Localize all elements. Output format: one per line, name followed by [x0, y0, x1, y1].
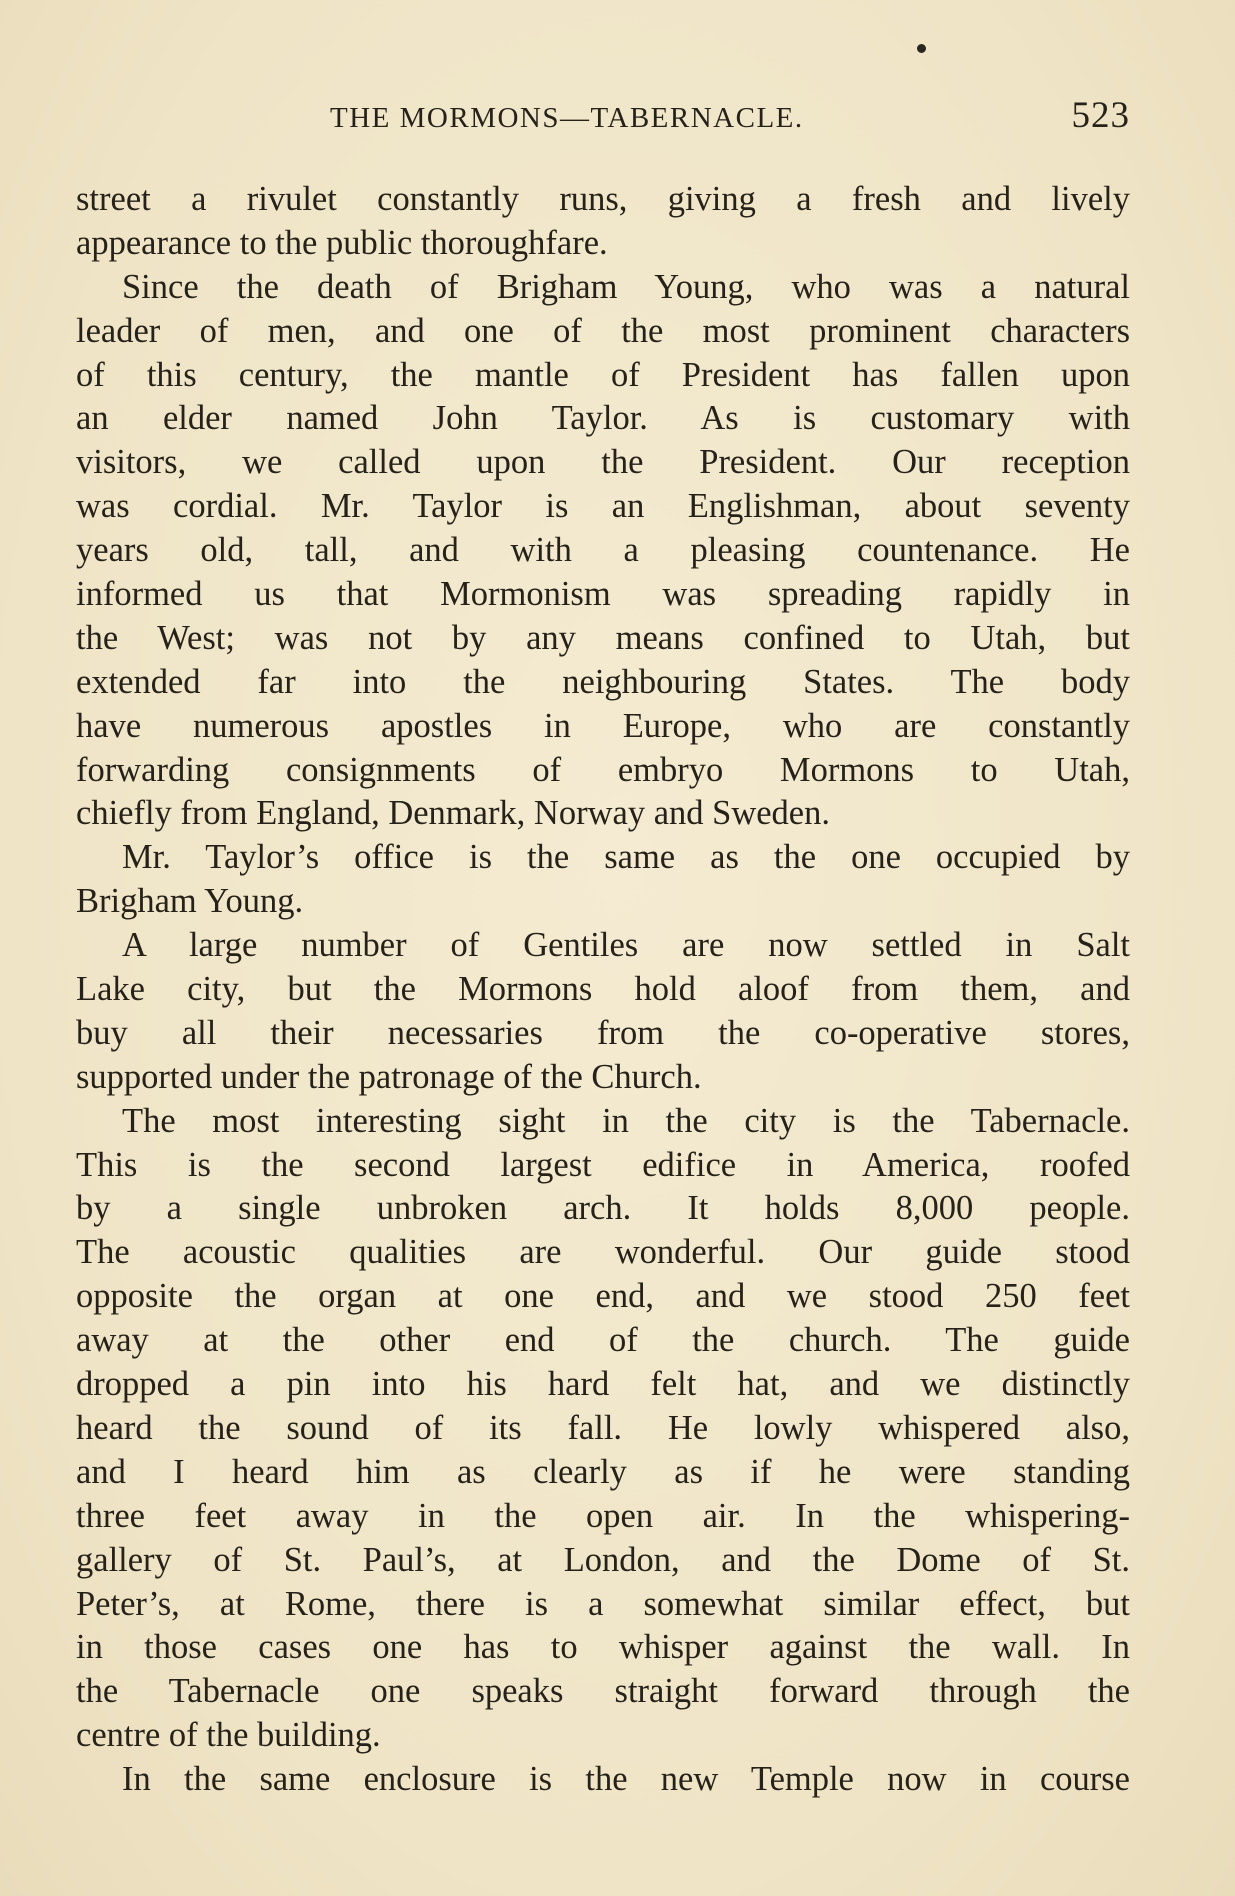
- text-line: Brigham Young.: [76, 882, 304, 921]
- text-line: forwarding consignments of embryo Mormons to Utah,: [76, 750, 1130, 789]
- text-line: The acoustic qualities are wonderful. Our guide stood: [76, 1233, 1130, 1272]
- text-line: gallery of St. Paul’s, at London, and the Dome of St.: [76, 1540, 1130, 1579]
- text-line: buy all their necessaries from the co-operative stores,: [76, 1013, 1130, 1052]
- text-line: years old, tall, and with a pleasing countenance. He: [76, 531, 1130, 570]
- ink-speck: [917, 44, 926, 53]
- body-text: [76, 178, 1130, 1802]
- text-line: away at the other end of the church. The guide: [76, 1321, 1130, 1360]
- text-line: Since the death of Brigham Young, who was a natural: [122, 267, 1130, 306]
- text-line: by a single unbroken arch. It holds 8,000 people.: [76, 1189, 1130, 1228]
- text-line: extended far into the neighbouring States. The body: [76, 662, 1130, 701]
- text-line: The most interesting sight in the city is the Tabernacle.: [122, 1101, 1130, 1140]
- text-line: This is the second largest edifice in America, roofed: [76, 1145, 1130, 1184]
- text-line: the Tabernacle one speaks straight forward through the: [76, 1672, 1130, 1711]
- text-line: Mr. Taylor’s office is the same as the one occupied by: [122, 838, 1130, 877]
- text-line: heard the sound of its fall. He lowly whispered also,: [76, 1408, 1130, 1447]
- text-line: Peter’s, at Rome, there is a somewhat similar effect, but: [76, 1584, 1130, 1623]
- running-title: THE MORMONS—TABERNACLE.: [330, 102, 804, 134]
- text-line: have numerous apostles in Europe, who are constantly: [76, 706, 1130, 745]
- text-line: appearance to the public thoroughfare.: [76, 223, 608, 262]
- page-header: [74, 94, 1130, 144]
- text-line: the West; was not by any means confined to Utah, but: [76, 618, 1130, 657]
- text-line: opposite the organ at one end, and we stood 250 feet: [76, 1277, 1130, 1316]
- text-line: centre of the building.: [76, 1716, 381, 1755]
- text-line: chiefly from England, Denmark, Norway and Sweden.: [76, 794, 830, 833]
- text-line: was cordial. Mr. Taylor is an Englishman, about seventy: [76, 487, 1130, 526]
- text-line: In the same enclosure is the new Temple now in course: [122, 1760, 1130, 1799]
- text-line: informed us that Mormonism was spreading rapidly in: [76, 575, 1130, 614]
- text-line: visitors, we called upon the President. Our reception: [76, 443, 1130, 482]
- text-line: three feet away in the open air. In the whispering-: [76, 1496, 1130, 1535]
- text-line: of this century, the mantle of President has fallen upon: [76, 355, 1130, 394]
- text-line: supported under the patronage of the Church.: [76, 1057, 702, 1096]
- text-line: street a rivulet constantly runs, giving a fresh and lively: [76, 180, 1130, 218]
- text-line: A large number of Gentiles are now settled in Salt: [122, 926, 1130, 965]
- text-line: leader of men, and one of the most prominent characters: [76, 311, 1130, 350]
- text-line: an elder named John Taylor. As is customary with: [76, 399, 1130, 438]
- text-line: and I heard him as clearly as if he were standing: [76, 1452, 1130, 1491]
- text-line: in those cases one has to whisper against the wall. In: [76, 1628, 1130, 1667]
- text-line: dropped a pin into his hard felt hat, and we distinctly: [76, 1365, 1130, 1404]
- page-number: 523: [1071, 95, 1130, 136]
- text-line: Lake city, but the Mormons hold aloof from them, and: [76, 970, 1130, 1009]
